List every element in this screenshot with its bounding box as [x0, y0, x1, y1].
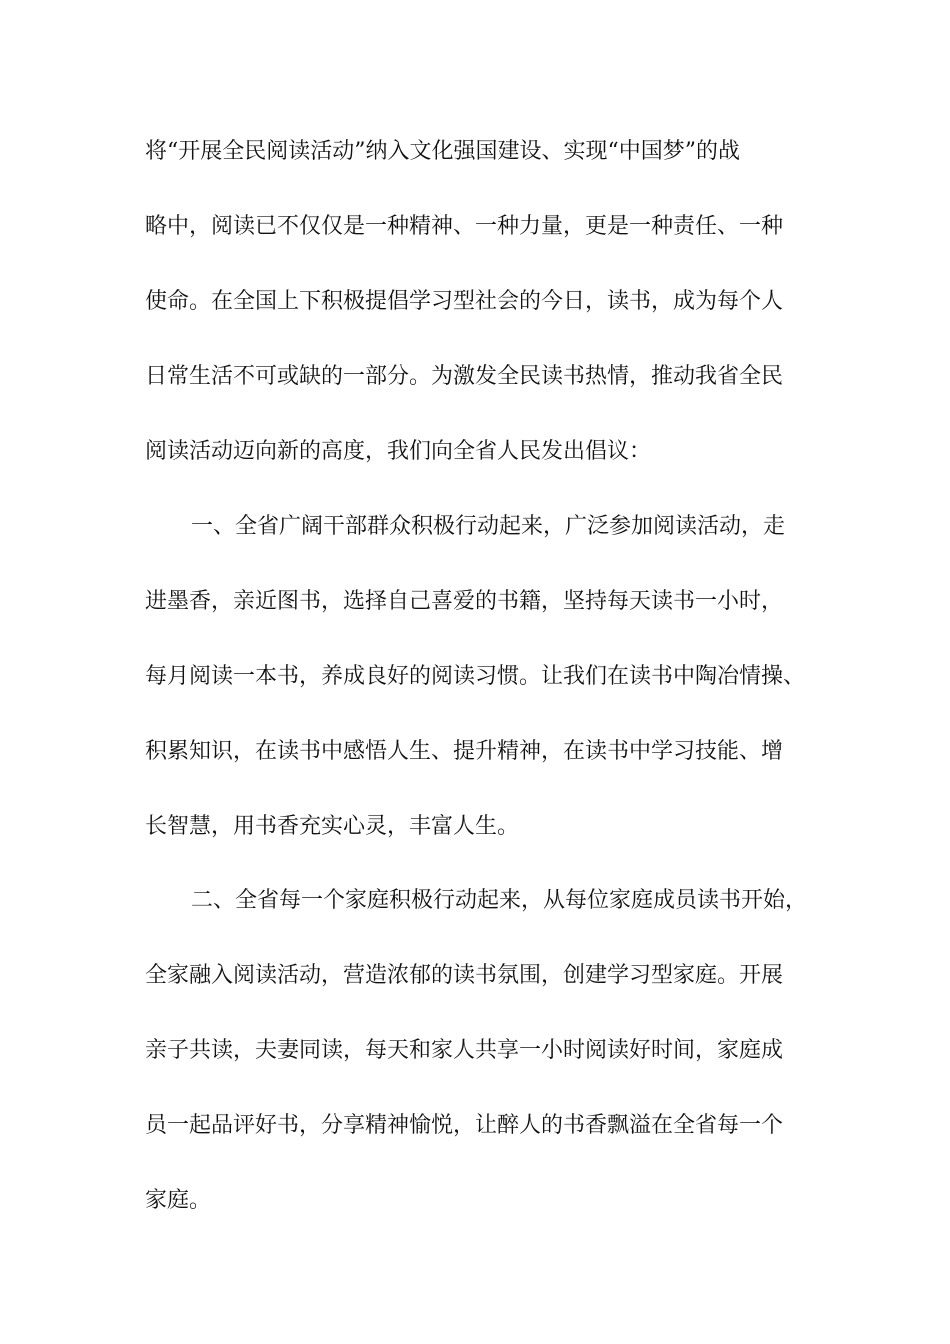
paragraph-1-first-line: 一、全省广阔干部群众积极行动起来，广泛参加阅读活动，走 [191, 514, 786, 539]
text-line: 日常生活不可或缺的一部分。为激发全民读书热情，推动我省全民 [145, 364, 784, 389]
text-line: 员一起品评好书，分享精神愉悦，让醉人的书香飘溢在全省每一个 [145, 1113, 784, 1138]
text-line: 全家融入阅读活动，营造浓郁的读书氛围，创建学习型家庭。开展 [145, 963, 784, 988]
paragraph-2-first-line: 二、全省每一个家庭积极行动起来，从每位家庭成员读书开始， [191, 888, 808, 913]
text-line: 积累知识，在读书中感悟人生、提升精神，在读书中学习技能、增 [145, 739, 784, 764]
text-line: 进墨香，亲近图书，选择自己喜爱的书籍，坚持每天读书一小时， [145, 589, 784, 614]
text-line: 长智慧，用书香充实心灵，丰富人生。 [145, 814, 520, 839]
text-line: 亲子共读，夫妻同读，每天和家人共享一小时阅读好时间，家庭成 [145, 1038, 784, 1063]
text-line: 阅读活动迈向新的高度，我们向全省人民发出倡议： [145, 439, 652, 464]
text-line: 每月阅读一本书，养成良好的阅读习惯。让我们在读书中陶冶情操、 [145, 664, 806, 689]
text-line: 家庭。 [145, 1188, 212, 1213]
text-line: 将“开展全民阅读活动”纳入文化强国建设、实现“中国梦”的战 [145, 139, 740, 164]
text-line: 略中，阅读已不仅仅是一种精神、一种力量，更是一种责任、一种 [145, 214, 784, 239]
text-line: 使命。在全国上下积极提倡学习型社会的今日，读书，成为每个人 [145, 289, 784, 314]
